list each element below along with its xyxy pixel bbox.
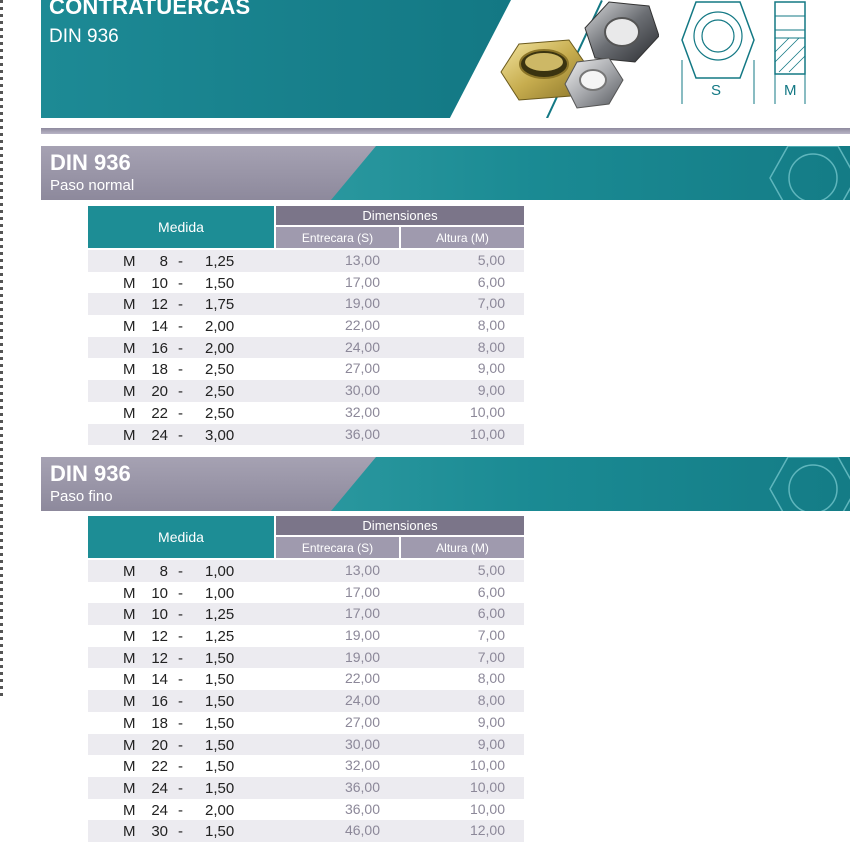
cell-entrecara: 17,00 bbox=[344, 583, 380, 600]
cell-dash: - bbox=[178, 361, 183, 379]
cell-altura: 9,00 bbox=[477, 382, 505, 399]
cell-pitch: 1,50 bbox=[205, 758, 235, 776]
cell-altura: 10,00 bbox=[469, 403, 505, 420]
cell-entrecara: 36,00 bbox=[344, 778, 380, 795]
cell-m: M bbox=[123, 693, 136, 711]
section-divider bbox=[41, 128, 850, 134]
section-title: DIN 936 bbox=[50, 461, 131, 486]
cell-m: M bbox=[123, 758, 136, 776]
table-row bbox=[88, 315, 524, 337]
table-row bbox=[88, 402, 524, 424]
table-row bbox=[88, 755, 524, 777]
diagram-label-m: M bbox=[784, 82, 797, 99]
cell-m: M bbox=[123, 779, 136, 797]
cell-altura: 8,00 bbox=[477, 692, 505, 709]
table-row bbox=[88, 734, 524, 756]
cell-dash: - bbox=[178, 426, 183, 444]
cell-entrecara: 27,00 bbox=[344, 360, 380, 377]
cell-m: M bbox=[123, 274, 136, 292]
hex-nut-photo bbox=[459, 0, 659, 118]
product-banner bbox=[41, 0, 850, 118]
diagram-label-s: S bbox=[711, 82, 722, 99]
cell-entrecara: 30,00 bbox=[344, 382, 380, 399]
cell-m: M bbox=[123, 563, 136, 580]
cell-dash: - bbox=[178, 823, 183, 841]
binder-edge bbox=[0, 0, 3, 700]
cell-pitch: 1,50 bbox=[205, 693, 235, 711]
cell-entrecara: 13,00 bbox=[344, 252, 380, 268]
cell-dash: - bbox=[178, 736, 183, 754]
cell-entrecara: 36,00 bbox=[344, 800, 380, 817]
cell-altura: 6,00 bbox=[477, 273, 505, 290]
table-row bbox=[88, 358, 524, 380]
cell-size: 14 bbox=[151, 671, 168, 689]
cell-pitch: 1,25 bbox=[205, 606, 235, 624]
cell-pitch: 2,00 bbox=[205, 339, 235, 357]
header-medida: Medida bbox=[88, 516, 274, 558]
header-dimensiones: Dimensiones bbox=[276, 206, 524, 225]
cell-entrecara: 19,00 bbox=[344, 627, 380, 644]
header-dimensiones: Dimensiones bbox=[276, 516, 524, 535]
cell-pitch: 1,50 bbox=[205, 649, 235, 667]
cell-m: M bbox=[123, 628, 136, 646]
cell-size: 8 bbox=[159, 253, 168, 270]
cell-m: M bbox=[123, 714, 136, 732]
table-row bbox=[88, 777, 524, 799]
cell-pitch: 1,25 bbox=[205, 253, 235, 270]
cell-size: 18 bbox=[151, 714, 168, 732]
cell-size: 8 bbox=[159, 563, 168, 580]
cell-m: M bbox=[123, 736, 136, 754]
table-row bbox=[88, 799, 524, 821]
cell-size: 22 bbox=[151, 404, 168, 422]
table-row bbox=[88, 560, 524, 582]
cell-pitch: 1,50 bbox=[205, 671, 235, 689]
cell-altura: 5,00 bbox=[477, 252, 505, 268]
table-row bbox=[88, 380, 524, 402]
cell-size: 24 bbox=[151, 779, 168, 797]
table-row bbox=[88, 250, 524, 272]
cell-altura: 9,00 bbox=[477, 360, 505, 377]
cell-entrecara: 30,00 bbox=[344, 735, 380, 752]
table-row bbox=[88, 690, 524, 712]
section-subtitle: Paso normal bbox=[50, 177, 135, 194]
cell-pitch: 1,75 bbox=[205, 296, 235, 314]
section-header-normal bbox=[41, 146, 850, 200]
cell-size: 12 bbox=[151, 296, 168, 314]
cell-dash: - bbox=[178, 779, 183, 797]
cell-altura: 7,00 bbox=[477, 627, 505, 644]
cell-pitch: 1,00 bbox=[205, 563, 235, 580]
section-title: DIN 936 bbox=[50, 150, 131, 175]
cell-entrecara: 17,00 bbox=[344, 605, 380, 622]
cell-m: M bbox=[123, 296, 136, 314]
cell-size: 18 bbox=[151, 361, 168, 379]
cell-pitch: 2,00 bbox=[205, 801, 235, 819]
table-row bbox=[88, 603, 524, 625]
cell-dash: - bbox=[178, 693, 183, 711]
cell-entrecara: 32,00 bbox=[344, 757, 380, 774]
cell-dash: - bbox=[178, 296, 183, 314]
cell-altura: 7,00 bbox=[477, 648, 505, 665]
table-body bbox=[88, 560, 524, 842]
cell-pitch: 1,25 bbox=[205, 628, 235, 646]
cell-altura: 10,00 bbox=[469, 778, 505, 795]
cell-dash: - bbox=[178, 253, 183, 270]
cell-altura: 9,00 bbox=[477, 713, 505, 730]
cell-altura: 8,00 bbox=[477, 317, 505, 334]
cell-m: M bbox=[123, 584, 136, 602]
hexagon-outline-icon bbox=[768, 457, 850, 511]
table-row bbox=[88, 647, 524, 669]
cell-size: 16 bbox=[151, 693, 168, 711]
cell-altura: 8,00 bbox=[477, 338, 505, 355]
cell-m: M bbox=[123, 801, 136, 819]
cell-size: 22 bbox=[151, 758, 168, 776]
cell-altura: 10,00 bbox=[469, 757, 505, 774]
cell-size: 20 bbox=[151, 383, 168, 401]
cell-dash: - bbox=[178, 563, 183, 580]
cell-entrecara: 27,00 bbox=[344, 713, 380, 730]
table-row bbox=[88, 712, 524, 734]
cell-pitch: 1,00 bbox=[205, 584, 235, 602]
cell-altura: 6,00 bbox=[477, 583, 505, 600]
cell-altura: 6,00 bbox=[477, 605, 505, 622]
cell-size: 24 bbox=[151, 801, 168, 819]
header-medida: Medida bbox=[88, 206, 274, 248]
cell-m: M bbox=[123, 606, 136, 624]
cell-pitch: 3,00 bbox=[205, 426, 235, 444]
cell-pitch: 1,50 bbox=[205, 779, 235, 797]
cell-pitch: 2,50 bbox=[205, 361, 235, 379]
cell-altura: 10,00 bbox=[469, 425, 505, 442]
cell-dash: - bbox=[178, 606, 183, 624]
banner-subtitle: DIN 936 bbox=[49, 26, 119, 47]
header-altura: Altura (M) bbox=[401, 537, 524, 558]
cell-dash: - bbox=[178, 339, 183, 357]
cell-size: 20 bbox=[151, 736, 168, 754]
cell-m: M bbox=[123, 383, 136, 401]
cell-m: M bbox=[123, 404, 136, 422]
table-row bbox=[88, 424, 524, 446]
cell-entrecara: 19,00 bbox=[344, 648, 380, 665]
cell-pitch: 2,00 bbox=[205, 318, 235, 336]
cell-dash: - bbox=[178, 758, 183, 776]
cell-entrecara: 19,00 bbox=[344, 295, 380, 312]
cell-entrecara: 17,00 bbox=[344, 273, 380, 290]
cell-size: 30 bbox=[151, 823, 168, 841]
cell-entrecara: 22,00 bbox=[344, 317, 380, 334]
cell-m: M bbox=[123, 426, 136, 444]
cell-size: 10 bbox=[151, 584, 168, 602]
cell-altura: 5,00 bbox=[477, 562, 505, 578]
cell-pitch: 1,50 bbox=[205, 714, 235, 732]
cell-m: M bbox=[123, 253, 136, 270]
header-entrecara: Entrecara (S) bbox=[276, 537, 399, 558]
cell-altura: 9,00 bbox=[477, 735, 505, 752]
cell-m: M bbox=[123, 361, 136, 379]
section-header-fino bbox=[41, 457, 850, 511]
cell-dash: - bbox=[178, 671, 183, 689]
cell-pitch: 1,50 bbox=[205, 736, 235, 754]
table-row bbox=[88, 272, 524, 294]
cell-altura: 10,00 bbox=[469, 800, 505, 817]
cell-m: M bbox=[123, 339, 136, 357]
table-row bbox=[88, 820, 524, 842]
cell-altura: 7,00 bbox=[477, 295, 505, 312]
cell-dash: - bbox=[178, 801, 183, 819]
cell-size: 12 bbox=[151, 649, 168, 667]
cell-entrecara: 24,00 bbox=[344, 692, 380, 709]
cell-dash: - bbox=[178, 714, 183, 732]
cell-size: 10 bbox=[151, 274, 168, 292]
header-entrecara: Entrecara (S) bbox=[276, 227, 399, 248]
cell-entrecara: 22,00 bbox=[344, 670, 380, 687]
cell-altura: 8,00 bbox=[477, 670, 505, 687]
cell-size: 24 bbox=[151, 426, 168, 444]
cell-pitch: 2,50 bbox=[205, 404, 235, 422]
cell-size: 10 bbox=[151, 606, 168, 624]
cell-entrecara: 24,00 bbox=[344, 338, 380, 355]
cell-entrecara: 46,00 bbox=[344, 822, 380, 839]
cell-dash: - bbox=[178, 404, 183, 422]
cell-pitch: 1,50 bbox=[205, 274, 235, 292]
cell-dash: - bbox=[178, 383, 183, 401]
table-row bbox=[88, 582, 524, 604]
cell-dash: - bbox=[178, 584, 183, 602]
table-row bbox=[88, 293, 524, 315]
cell-dash: - bbox=[178, 649, 183, 667]
cell-m: M bbox=[123, 318, 136, 336]
cell-m: M bbox=[123, 649, 136, 667]
table-row bbox=[88, 337, 524, 359]
cell-size: 12 bbox=[151, 628, 168, 646]
cell-size: 14 bbox=[151, 318, 168, 336]
cell-entrecara: 13,00 bbox=[344, 562, 380, 578]
table-row bbox=[88, 668, 524, 690]
hexagon-outline-icon bbox=[768, 146, 850, 200]
cell-dash: - bbox=[178, 274, 183, 292]
cell-altura: 12,00 bbox=[469, 822, 505, 839]
cell-entrecara: 32,00 bbox=[344, 403, 380, 420]
cell-m: M bbox=[123, 823, 136, 841]
banner-title: CONTRATUERCAS bbox=[49, 0, 251, 19]
cell-pitch: 1,50 bbox=[205, 823, 235, 841]
section-subtitle: Paso fino bbox=[50, 488, 113, 505]
cell-size: 16 bbox=[151, 339, 168, 357]
table-row bbox=[88, 625, 524, 647]
cell-dash: - bbox=[178, 628, 183, 646]
header-altura: Altura (M) bbox=[401, 227, 524, 248]
cell-m: M bbox=[123, 671, 136, 689]
table-body bbox=[88, 250, 524, 445]
cell-dash: - bbox=[178, 318, 183, 336]
cell-entrecara: 36,00 bbox=[344, 425, 380, 442]
cell-pitch: 2,50 bbox=[205, 383, 235, 401]
